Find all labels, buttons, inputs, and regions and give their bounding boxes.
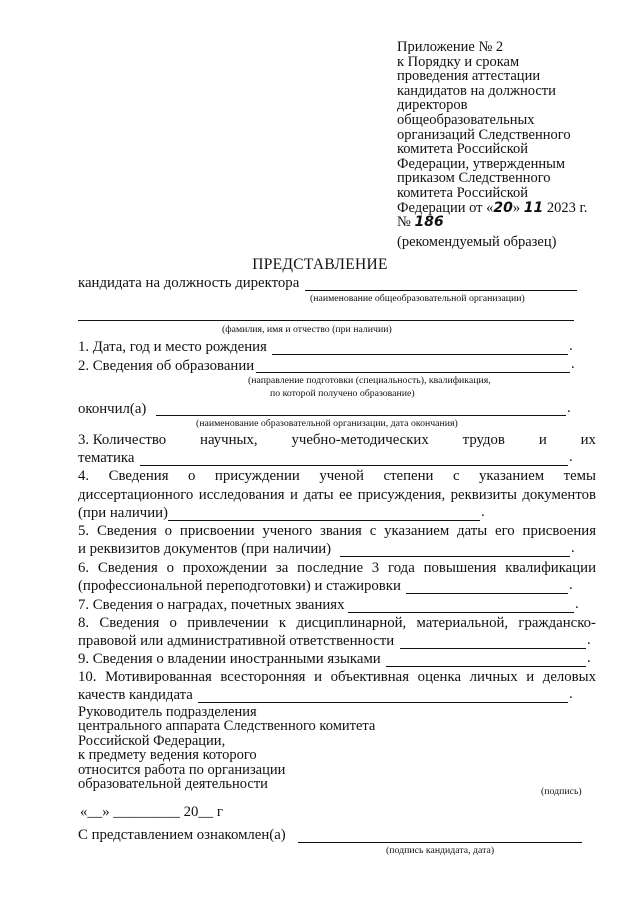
handwritten-month: 11 <box>523 199 544 216</box>
ack-caption: (подпись кандидата, дата) <box>386 845 495 856</box>
appendix-number-line <box>397 215 612 230</box>
appendix-line: проведения аттестации <box>397 68 541 85</box>
period: . <box>569 686 573 702</box>
item-5-line-1: 5. Сведения о присвоении ученого звания с указанием даты его присвоения <box>78 523 596 539</box>
appendix-line: приказом Следственного <box>397 170 551 187</box>
item-3-word: учебно-методических <box>291 432 429 448</box>
graduated-label: окончил(а) <box>78 401 147 417</box>
handwritten-day: 20 <box>493 199 513 216</box>
period: . <box>481 504 485 520</box>
period: . <box>569 577 573 593</box>
org-caption: (наименование общеобразовательной организации) <box>310 293 525 304</box>
candidate-label: кандидата на должность директора <box>78 275 300 291</box>
item-3-word: научных, <box>200 432 258 448</box>
period: . <box>575 596 579 612</box>
item-3-word: их <box>580 432 596 448</box>
period: . <box>587 632 591 648</box>
date-mid: » <box>512 199 524 216</box>
fio-fill-line <box>78 320 574 321</box>
appendix-block <box>397 40 612 249</box>
item-4-tail: (при наличии) <box>78 505 168 521</box>
number-prefix: № <box>397 214 415 231</box>
appendix-line: комитета Российской <box>397 184 529 201</box>
appendix-line: организаций Следственного <box>397 126 571 143</box>
item-8-line-1: 8. Сведения о привлечении к дисциплинарной, материальной, гражданско- <box>78 615 596 631</box>
item-2-fill <box>256 372 570 373</box>
appendix-line: директоров <box>397 97 468 114</box>
item-7-fill <box>348 612 574 613</box>
item-4-line-2: диссертационного исследования и даты ее присуждения, реквизиты документов <box>78 487 596 503</box>
period: . <box>587 650 591 666</box>
signature-line: к предмету ведения которого <box>78 747 257 764</box>
item-6-fill <box>406 593 568 594</box>
period: . <box>569 338 573 354</box>
date-year: 2023 г. <box>543 199 588 216</box>
item-2-caption-1: (направление подготовки (специальность), квалификация, <box>248 375 491 386</box>
recommended-note: (рекомендуемый образец) <box>397 233 557 250</box>
item-10-line-1: 10. Мотивированная всесторонняя и объективная оценка личных и деловых <box>78 669 596 685</box>
appendix-date-line <box>397 201 612 216</box>
document-title: ПРЕДСТАВЛЕНИЕ <box>252 256 388 273</box>
item-3-line-1 <box>78 431 596 449</box>
item-9-fill <box>386 666 586 667</box>
period: . <box>569 449 573 465</box>
graduated-caption: (наименование образовательной организации, дата окончания) <box>196 418 458 429</box>
signature-line: Руководитель подразделения <box>78 704 257 720</box>
org-fill-line <box>305 290 577 291</box>
appendix-line: общеобразовательных <box>397 111 535 128</box>
ack-fill <box>298 842 582 843</box>
period: . <box>567 400 571 416</box>
item-8-tail: правовой или административной ответственности <box>78 633 395 649</box>
date-prefix: Федерации от « <box>397 199 494 216</box>
signature-line: относится работа по организации <box>78 761 286 778</box>
appendix-line: комитета Российской <box>397 141 529 158</box>
appendix-line: Приложение № 2 <box>397 39 504 55</box>
item-1-label: 1. Дата, год и место рождения <box>78 339 267 355</box>
item-2-caption-2: по которой получено образование) <box>270 388 415 399</box>
appendix-line: к Порядку и срокам <box>397 53 520 70</box>
signature-block <box>78 705 375 791</box>
item-9-label: 9. Сведения о владении иностранными языками <box>78 651 381 667</box>
item-7-label: 7. Сведения о наградах, почетных званиях <box>78 597 345 613</box>
period: . <box>571 540 575 556</box>
signature-caption: (подпись) <box>541 786 582 797</box>
appendix-line: Федерации, утвержденным <box>397 155 566 172</box>
item-3-tail: тематика <box>78 450 135 466</box>
item-5-fill <box>340 556 570 557</box>
item-4-fill <box>168 520 480 521</box>
period: . <box>571 356 575 372</box>
signature-line: Российской Федерации, <box>78 732 226 749</box>
item-3-word: и <box>538 432 547 448</box>
item-5-tail: и реквизитов документов (при наличии) <box>78 541 332 557</box>
signature-line: центрального аппарата Следственного комитета <box>78 718 376 735</box>
item-6-tail: (профессиональной переподготовки) и стажировки <box>78 578 401 594</box>
item-4-line-1: 4. Сведения о присуждении ученой степени с указанием темы <box>78 468 596 484</box>
item-8-fill <box>400 648 586 649</box>
ack-label: С представлением ознакомлен(а) <box>78 827 286 843</box>
item-10-fill <box>198 702 568 703</box>
item-6-line-1: 6. Сведения о прохождении за последние 3 года повышения квалификации <box>78 560 596 576</box>
item-2-label: 2. Сведения об образовании <box>78 358 255 374</box>
item-3-word: 3. Количество <box>78 432 167 448</box>
item-3-fill <box>140 465 568 466</box>
item-10-tail: качеств кандидата <box>78 687 193 703</box>
item-3-word: трудов <box>462 432 505 448</box>
fio-caption: (фамилия, имя и отчество (при наличии) <box>222 324 392 335</box>
graduated-fill <box>156 415 566 416</box>
item-1-fill <box>272 354 568 355</box>
date-line: «__» _________ 20__ г <box>80 804 223 820</box>
signature-line: образовательной деятельности <box>78 776 268 793</box>
appendix-line: кандидатов на должности <box>397 82 556 99</box>
handwritten-number: 186 <box>414 214 444 231</box>
